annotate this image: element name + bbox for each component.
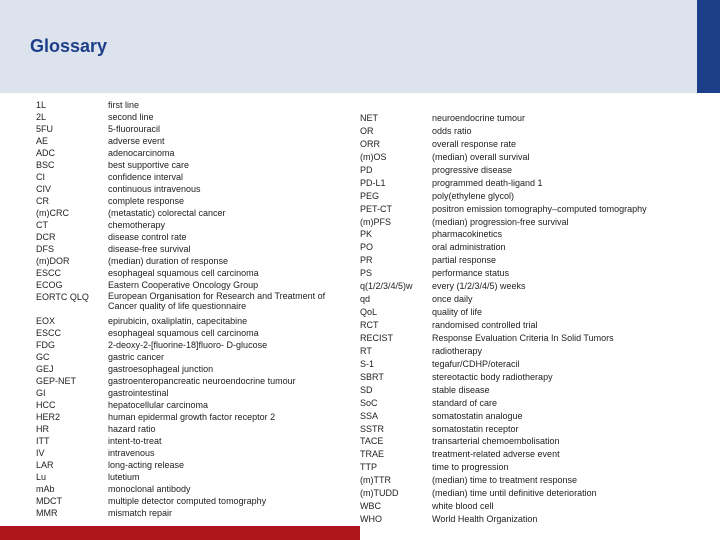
glossary-definition: European Organisation for Research and Treatment of Cancer quality of life questionnaire bbox=[108, 291, 326, 311]
glossary-definition: progressive disease bbox=[432, 164, 513, 175]
glossary-definition: standard of care bbox=[432, 397, 498, 408]
glossary-abbreviation: PD bbox=[360, 164, 373, 175]
glossary-entry bbox=[36, 315, 366, 327]
glossary-definition: (median) time until definitive deterioration bbox=[432, 488, 597, 499]
glossary-entry bbox=[360, 306, 700, 319]
glossary-entry bbox=[360, 267, 700, 280]
glossary-abbreviation: ORR bbox=[360, 138, 380, 149]
glossary-abbreviation: (m)OS bbox=[360, 151, 387, 162]
glossary-definition: (metastatic) colorectal cancer bbox=[108, 208, 226, 218]
glossary-abbreviation: FDG bbox=[36, 340, 55, 350]
glossary-entry bbox=[36, 267, 366, 279]
glossary-abbreviation: HER2 bbox=[36, 412, 61, 422]
glossary-definition: adverse event bbox=[108, 136, 165, 146]
glossary-entry bbox=[360, 254, 700, 267]
glossary-entry bbox=[360, 474, 700, 487]
glossary-entry bbox=[360, 138, 700, 151]
glossary-abbreviation: TRAE bbox=[360, 449, 385, 460]
glossary-abbreviation: PR bbox=[360, 255, 373, 266]
glossary-entry bbox=[360, 177, 700, 190]
glossary-definition: (median) overall survival bbox=[432, 151, 530, 162]
glossary-entry bbox=[36, 375, 366, 387]
glossary-entry bbox=[360, 241, 700, 254]
glossary-abbreviation: CT bbox=[36, 220, 48, 230]
glossary-entry bbox=[36, 99, 366, 111]
glossary-entry bbox=[36, 459, 366, 471]
glossary-definition: white blood cell bbox=[432, 501, 494, 512]
glossary-abbreviation: SSA bbox=[360, 410, 379, 421]
glossary-entry bbox=[360, 423, 700, 436]
glossary-abbreviation: GEJ bbox=[36, 364, 54, 374]
glossary-entry bbox=[36, 147, 366, 159]
glossary-abbreviation: PEG bbox=[360, 190, 380, 201]
glossary-entry bbox=[36, 219, 366, 231]
glossary-entry bbox=[36, 195, 366, 207]
glossary-entry bbox=[36, 399, 366, 411]
glossary-entry bbox=[360, 293, 700, 306]
glossary-definition: disease control rate bbox=[108, 232, 187, 242]
glossary-entry bbox=[36, 327, 366, 339]
glossary-entry bbox=[360, 112, 700, 125]
glossary-definition: gastrointestinal bbox=[108, 388, 169, 398]
glossary-definition: poly(ethylene glycol) bbox=[432, 190, 515, 201]
glossary-abbreviation: q(1/2/3/4/5)w bbox=[360, 281, 413, 292]
glossary-entry bbox=[36, 207, 366, 219]
glossary-definition: partial response bbox=[432, 255, 497, 266]
glossary-abbreviation: TTP bbox=[360, 462, 377, 473]
glossary-definition: Response Evaluation Criteria In Solid Tumors bbox=[432, 332, 614, 343]
glossary-abbreviation: Lu bbox=[36, 472, 47, 482]
glossary-abbreviation: ITT bbox=[36, 436, 50, 446]
page-title: Glossary bbox=[30, 36, 108, 56]
glossary-entry bbox=[36, 135, 366, 147]
glossary-definition: 5-fluorouracil bbox=[108, 124, 161, 134]
glossary-definition: second line bbox=[108, 112, 154, 122]
glossary-definition: randomised controlled trial bbox=[432, 320, 538, 330]
glossary-abbreviation: PK bbox=[360, 229, 373, 240]
glossary-entry bbox=[36, 231, 366, 243]
glossary-abbreviation: WBC bbox=[360, 501, 381, 512]
glossary-definition: gastric cancer bbox=[108, 352, 165, 362]
glossary-abbreviation: (m)TUDD bbox=[360, 488, 399, 499]
glossary-definition: gastroenteropancreatic neuroendocrine tumour bbox=[108, 376, 296, 386]
glossary-entry bbox=[36, 171, 366, 183]
glossary-definition: odds ratio bbox=[432, 125, 472, 136]
glossary-abbreviation: EOX bbox=[36, 316, 56, 326]
glossary-abbreviation: QoL bbox=[360, 307, 378, 318]
header-accent-bar bbox=[697, 0, 720, 93]
glossary-definition: every (1/2/3/4/5) weeks bbox=[432, 281, 526, 292]
glossary-entry bbox=[36, 507, 366, 519]
glossary-definition: hazard ratio bbox=[108, 424, 156, 434]
glossary-entry bbox=[360, 358, 700, 371]
glossary-definition: tegafur/CDHP/oteracil bbox=[432, 358, 520, 369]
glossary-definition: best supportive care bbox=[108, 160, 190, 170]
glossary-definition: Eastern Cooperative Oncology Group bbox=[108, 280, 259, 290]
glossary-entry bbox=[360, 280, 700, 293]
glossary-entry bbox=[36, 495, 366, 507]
glossary-definition: hepatocellular carcinoma bbox=[108, 400, 209, 410]
glossary-abbreviation: (m)TTR bbox=[360, 475, 391, 486]
glossary-entry bbox=[360, 151, 700, 164]
glossary-abbreviation: TACE bbox=[360, 436, 384, 447]
glossary-definition: intent-to-treat bbox=[108, 436, 162, 446]
glossary-entry bbox=[36, 111, 366, 123]
glossary-definition: human epidermal growth factor receptor 2 bbox=[108, 412, 276, 422]
glossary-abbreviation: DFS bbox=[36, 244, 54, 254]
glossary-entry bbox=[360, 397, 700, 410]
glossary-definition: transarterial chemoembolisation bbox=[432, 436, 560, 447]
glossary-definition: intravenous bbox=[108, 448, 155, 458]
glossary-entry bbox=[360, 164, 700, 177]
glossary-entry bbox=[360, 345, 700, 358]
glossary-entry bbox=[360, 500, 700, 513]
glossary-abbreviation: GI bbox=[36, 388, 46, 398]
glossary-definition: complete response bbox=[108, 196, 185, 206]
glossary-abbreviation: SSTR bbox=[360, 423, 385, 434]
glossary-entry bbox=[36, 159, 366, 171]
glossary-entry bbox=[36, 435, 366, 447]
glossary-entry bbox=[36, 471, 366, 483]
glossary-abbreviation: NET bbox=[360, 113, 378, 123]
glossary-definition: adenocarcinoma bbox=[108, 148, 175, 158]
glossary-entry bbox=[360, 332, 700, 345]
glossary-abbreviation: (m)DOR bbox=[36, 256, 70, 266]
glossary-abbreviation: PS bbox=[360, 268, 373, 279]
glossary-definition: quality of life bbox=[432, 307, 483, 318]
glossary-abbreviation: RT bbox=[360, 345, 372, 356]
glossary-entry bbox=[360, 384, 700, 397]
glossary-entry bbox=[36, 339, 366, 351]
glossary-abbreviation: BSC bbox=[36, 160, 55, 170]
glossary-definition: multiple detector computed tomography bbox=[108, 496, 267, 506]
glossary-definition: continuous intravenous bbox=[108, 184, 201, 194]
glossary-abbreviation: qd bbox=[360, 294, 371, 305]
glossary-definition: neuroendocrine tumour bbox=[432, 113, 526, 123]
glossary-abbreviation: DCR bbox=[36, 232, 56, 242]
glossary-abbreviation: PO bbox=[360, 242, 374, 253]
glossary-abbreviation: LAR bbox=[36, 460, 54, 470]
glossary-definition: first line bbox=[108, 100, 140, 110]
glossary-left-column bbox=[36, 99, 366, 519]
glossary-entry bbox=[36, 291, 366, 315]
glossary-abbreviation: ADC bbox=[36, 148, 56, 158]
glossary-definition: stereotactic body radiotherapy bbox=[432, 371, 553, 382]
header-band bbox=[0, 0, 720, 93]
glossary-entry bbox=[360, 203, 700, 216]
glossary-definition: oral administration bbox=[432, 242, 506, 253]
glossary-definition: somatostatin receptor bbox=[432, 423, 519, 434]
glossary-entry bbox=[360, 125, 700, 138]
glossary-abbreviation: SBRT bbox=[360, 371, 384, 382]
glossary-abbreviation: OR bbox=[360, 125, 374, 136]
glossary-definition: performance status bbox=[432, 268, 510, 279]
glossary-entry bbox=[360, 190, 700, 203]
glossary-entry bbox=[360, 513, 700, 526]
glossary-abbreviation: ESCC bbox=[36, 328, 62, 338]
glossary-entry bbox=[360, 448, 700, 461]
glossary-entry bbox=[360, 319, 700, 332]
glossary-entry bbox=[36, 351, 366, 363]
glossary-definition: esophageal squamous cell carcinoma bbox=[108, 268, 259, 278]
glossary-definition: 2-deoxy-2-[fluorine-18]fluoro- D-glucose bbox=[108, 340, 268, 350]
glossary-entry bbox=[36, 363, 366, 375]
glossary-entry bbox=[36, 483, 366, 495]
glossary-entry bbox=[36, 423, 366, 435]
glossary-entry bbox=[360, 228, 700, 241]
glossary-abbreviation: GEP-NET bbox=[36, 376, 77, 386]
glossary-abbreviation: SoC bbox=[360, 397, 378, 408]
glossary-definition: treatment-related adverse event bbox=[432, 449, 560, 460]
glossary-definition: chemotherapy bbox=[108, 220, 166, 230]
glossary-entry bbox=[36, 123, 366, 135]
glossary-definition: (median) progression-free survival bbox=[432, 216, 569, 227]
glossary-definition: (median) time to treatment response bbox=[432, 475, 578, 486]
glossary-definition: esophageal squamous cell carcinoma bbox=[108, 328, 259, 338]
glossary-definition: radiotherapy bbox=[432, 345, 483, 356]
glossary-entry bbox=[36, 255, 366, 267]
glossary-definition: lutetium bbox=[108, 472, 140, 482]
glossary-entry bbox=[360, 410, 700, 423]
glossary-abbreviation: GC bbox=[36, 352, 50, 362]
glossary-entry bbox=[360, 487, 700, 500]
glossary-entry bbox=[36, 387, 366, 399]
glossary-abbreviation: mAb bbox=[36, 484, 55, 494]
glossary-abbreviation: EORTC QLQ bbox=[36, 292, 89, 302]
glossary-entry bbox=[360, 435, 700, 448]
glossary-abbreviation: CR bbox=[36, 196, 49, 206]
glossary-definition: gastroesophageal junction bbox=[108, 364, 214, 374]
glossary-definition: (median) duration of response bbox=[108, 256, 229, 266]
glossary-definition: disease-free survival bbox=[108, 244, 191, 254]
glossary-entry bbox=[360, 216, 700, 229]
glossary-abbreviation: PD-L1 bbox=[360, 177, 386, 188]
glossary-definition: mismatch repair bbox=[108, 508, 173, 518]
glossary-abbreviation: MDCT bbox=[36, 496, 62, 506]
glossary-abbreviation: WHO bbox=[360, 514, 382, 525]
glossary-abbreviation: MMR bbox=[36, 508, 58, 518]
glossary-abbreviation: ECOG bbox=[36, 280, 63, 290]
glossary-abbreviation: 5FU bbox=[36, 124, 54, 134]
glossary-abbreviation: HCC bbox=[36, 400, 56, 410]
glossary-abbreviation: ESCC bbox=[36, 268, 62, 278]
glossary-definition: time to progression bbox=[432, 462, 509, 473]
glossary-abbreviation: (m)CRC bbox=[36, 208, 69, 218]
glossary-entry bbox=[36, 411, 366, 423]
glossary-abbreviation: SD bbox=[360, 384, 373, 395]
glossary-definition: pharmacokinetics bbox=[432, 229, 503, 240]
glossary-definition: once daily bbox=[432, 294, 473, 305]
glossary-abbreviation: 2L bbox=[36, 112, 47, 122]
glossary-definition: programmed death-ligand 1 bbox=[432, 177, 543, 188]
glossary-definition: overall response rate bbox=[432, 138, 517, 149]
glossary-definition: somatostatin analogue bbox=[432, 410, 523, 421]
glossary-abbreviation: S-1 bbox=[360, 358, 375, 369]
glossary-entry bbox=[36, 243, 366, 255]
glossary-abbreviation: AE bbox=[36, 136, 49, 146]
glossary-abbreviation: PET-CT bbox=[360, 203, 393, 214]
glossary-abbreviation: RECIST bbox=[360, 332, 394, 343]
glossary-right-column bbox=[360, 112, 700, 526]
glossary-abbreviation: IV bbox=[36, 448, 45, 458]
glossary-definition: positron emission tomography–computed tomography bbox=[432, 203, 647, 214]
glossary-abbreviation: CIV bbox=[36, 184, 52, 194]
glossary-entry bbox=[360, 371, 700, 384]
glossary-entry bbox=[36, 447, 366, 459]
glossary-abbreviation: CI bbox=[36, 172, 45, 182]
glossary-entry bbox=[36, 279, 366, 291]
glossary-definition: World Health Organization bbox=[432, 514, 538, 525]
glossary-definition: confidence interval bbox=[108, 172, 184, 182]
glossary-abbreviation: RCT bbox=[360, 320, 379, 330]
glossary-definition: stable disease bbox=[432, 384, 490, 395]
glossary-entry bbox=[360, 461, 700, 474]
glossary-definition: long-acting release bbox=[108, 460, 185, 470]
glossary-abbreviation: 1L bbox=[36, 100, 47, 110]
glossary-abbreviation: (m)PFS bbox=[360, 216, 391, 227]
glossary-abbreviation: HR bbox=[36, 424, 49, 434]
glossary-definition: monoclonal antibody bbox=[108, 484, 191, 494]
footer-bar bbox=[0, 526, 360, 540]
glossary-definition: epirubicin, oxaliplatin, capecitabine bbox=[108, 316, 248, 326]
glossary-entry bbox=[36, 183, 366, 195]
